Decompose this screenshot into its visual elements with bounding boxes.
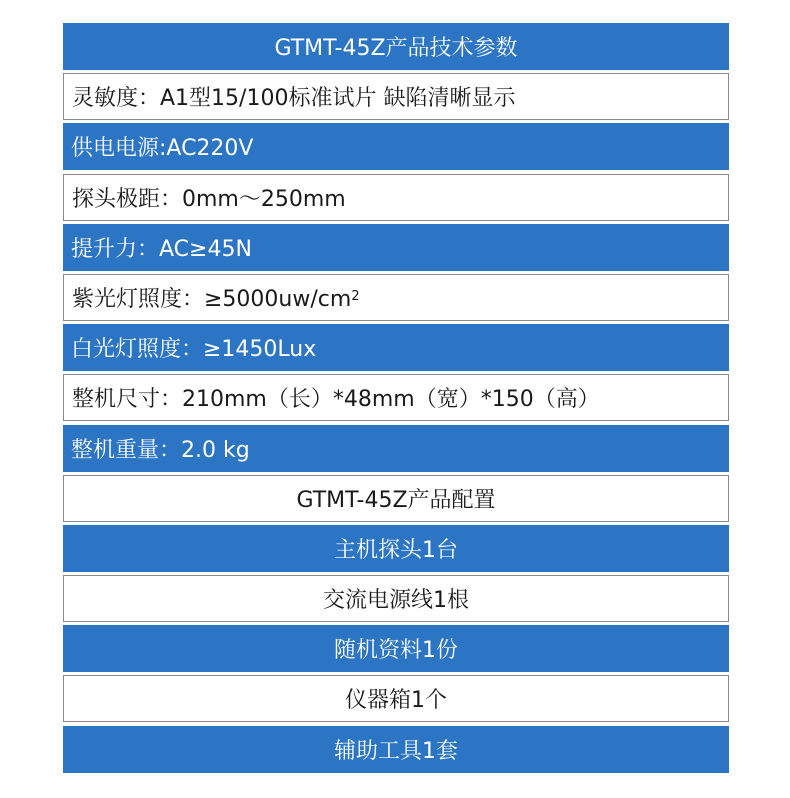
config-item-row <box>63 575 729 622</box>
pole-distance-text: 探头极距：0mm～250mm <box>72 186 346 212</box>
spec-row-lift-force <box>63 224 729 271</box>
lift-force-text: 提升力：AC≥45N <box>71 236 252 262</box>
spec-row-sensitivity <box>63 73 729 120</box>
weight-text: 整机重量：2.0 kg <box>71 437 250 463</box>
uv-light-text: 紫光灯照度：≥5000uw/cm <box>72 286 352 312</box>
spec-row-size <box>63 374 729 421</box>
spec-table <box>63 23 729 776</box>
spec-title: GTMT-45Z产品技术参数 <box>274 36 518 61</box>
spec-title-row <box>63 23 729 70</box>
config-title: GTMT-45Z产品配置 <box>296 487 496 513</box>
config-item: 交流电源线1根 <box>323 588 469 614</box>
spec-row-power <box>63 123 729 170</box>
spec-row-pole-distance <box>63 174 729 221</box>
config-item-row <box>63 726 729 773</box>
sensitivity-text: 灵敏度：A1型15/100标准试片 缺陷清晰显示 <box>72 86 516 112</box>
spec-row-white-light <box>63 324 729 371</box>
config-item: 随机资料1份 <box>334 638 458 664</box>
config-item: 辅助工具1套 <box>334 738 458 764</box>
spec-row-weight <box>63 425 729 472</box>
config-item-row <box>63 675 729 722</box>
config-title-row <box>63 475 729 522</box>
white-light-text: 白光灯照度：≥1450Lux <box>71 337 317 363</box>
power-text: 供电电源:AC220V <box>71 136 254 162</box>
config-item: 主机探头1台 <box>334 537 458 563</box>
config-item-row <box>63 625 729 672</box>
size-text: 整机尺寸：210mm（长）*48mm（宽）*150（高） <box>72 387 600 413</box>
config-item-row <box>63 525 729 572</box>
spec-row-uv-light: 紫光灯照度：≥5000uw/cm 2 <box>63 274 729 321</box>
config-item: 仪器箱1个 <box>345 688 447 714</box>
